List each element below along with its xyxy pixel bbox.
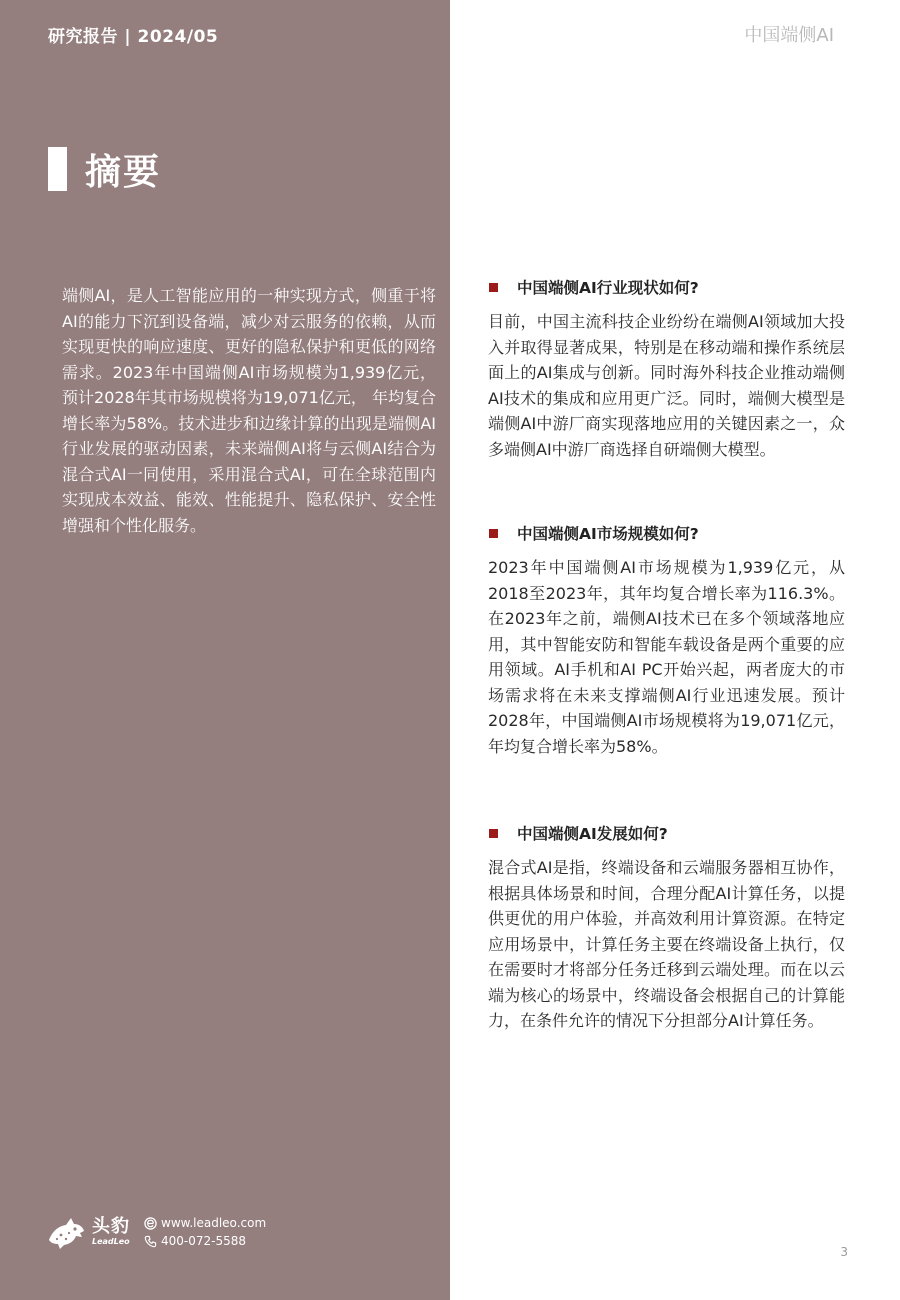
web-e-icon xyxy=(144,1217,157,1230)
square-bullet-icon xyxy=(489,283,498,292)
summary-paragraph: 端侧AI，是人工智能应用的一种实现方式，侧重于将AI的能力下沉到设备端，减少对云服务的依赖，从而实现更快的响应速度、更好的隐私保护和更低的网络需求。2023年中国端侧AI市场规模为1,939亿元， 预计2028年其市场规模将为19,071亿元， 年均复合增长率为58%。技术进步和边缘计算的出现是端侧AI行业发展的驱动因素，未来端侧AI将与云侧AI结合为混合式AI一同使用，采用混合式AI，可在全球范围内实现成本效益、能效、性能提升、隐私保护、安全性增强和个性化服务。 xyxy=(62,286,436,535)
qa-title-text: 中国端侧AI市场规模如何? xyxy=(517,525,699,543)
website-link[interactable]: www.leadleo.com xyxy=(161,1216,267,1230)
qa-body: 混合式AI是指，终端设备和云端服务器相互协作，根据具体场景和时间，合理分配AI计算任务，以提供更优的用户体验，并高效利用计算资源。在特定应用场景中，计算任务主要在终端设备上执行，仅在需要时才将部分任务迁移到云端处理。而在以云端为核心的场景中，终端设备会根据自己的计算能力，在条件允许的情况下分担部分AI计算任务。 xyxy=(488,858,845,1030)
square-bullet-icon xyxy=(489,829,498,838)
contacts xyxy=(144,1216,266,1248)
logo-text xyxy=(92,1217,130,1247)
footer-brand xyxy=(46,1214,266,1250)
topic-tag: 中国端侧AI xyxy=(744,25,834,46)
section-heading xyxy=(48,146,161,192)
page-number: 3 xyxy=(840,1245,848,1259)
qa-body: 2023年中国端侧AI市场规模为1,939亿元，从2018至2023年，其年均复合增长率为116.3%。在2023年之前，端侧AI技术已在多个领域落地应用，其中智能安防和智能车载设备是两个重要的应用领域。AI手机和AI PC开始兴起，两者庞大的市场需求将在未来支撑端侧AI行业迅速发展。预计2028年，中国端侧AI市场规模将为19,071亿元，年均复合增长率为58%。 xyxy=(488,558,845,756)
page-title: 摘要 xyxy=(85,151,162,193)
qa-block-development xyxy=(488,821,845,1034)
phone-number: 400-072-5588 xyxy=(161,1234,247,1248)
qa-title xyxy=(488,275,845,299)
heading-bar xyxy=(48,147,67,191)
qa-block-status xyxy=(488,275,845,462)
qa-block-market-size xyxy=(488,521,845,759)
square-bullet-icon xyxy=(489,529,498,538)
report-meta: 研究报告 | 2024/05 xyxy=(48,27,219,47)
qa-title xyxy=(488,821,845,845)
phone-row xyxy=(144,1234,266,1248)
qa-title-text: 中国端侧AI行业现状如何? xyxy=(517,279,699,297)
brand-name-en: LeadLeo xyxy=(92,1237,130,1246)
qa-title-text: 中国端侧AI发展如何? xyxy=(517,825,668,843)
phone-icon xyxy=(144,1235,157,1248)
qa-title xyxy=(488,521,845,545)
leopard-logo-icon xyxy=(46,1214,86,1250)
qa-body: 目前，中国主流科技企业纷纷在端侧AI领域加大投入并取得显著成果，特别是在移动端和操作系统层面上的AI集成与创新。同时海外科技企业推动端侧AI技术的集成和应用更广泛。同时，端侧大模型是端侧AI中游厂商实现落地应用的关键因素之一，众多端侧AI中游厂商选择自研端侧大模型。 xyxy=(488,312,845,459)
brand-name-cn: 头豹 xyxy=(92,1216,130,1237)
website-row[interactable] xyxy=(144,1216,266,1230)
